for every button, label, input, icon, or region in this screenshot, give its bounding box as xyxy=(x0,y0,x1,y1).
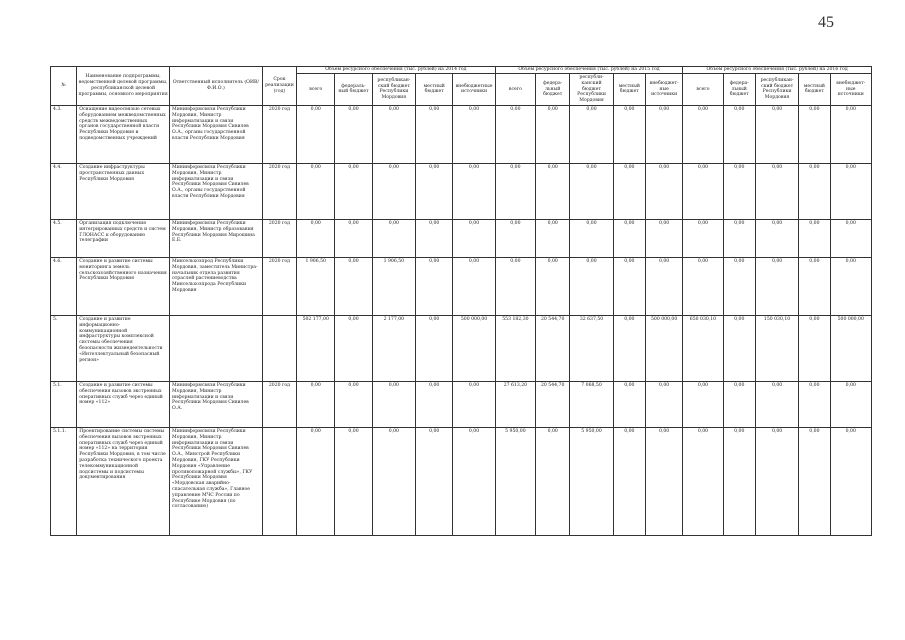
row-value: 500 000,00 xyxy=(830,315,871,381)
row-number: 4.5. xyxy=(51,219,77,257)
row-value: 0,00 xyxy=(683,381,723,427)
header-2016-col-4: внебюджет-ные источники xyxy=(830,74,871,106)
row-value: 0,00 xyxy=(570,219,613,257)
row-value: 150 030,10 xyxy=(755,315,798,381)
row-value: 0,00 xyxy=(830,381,871,427)
row-value: 0,00 xyxy=(755,105,798,163)
row-value: 0,00 xyxy=(495,257,535,315)
header-2015-col-0: всего xyxy=(495,74,535,106)
row-value: 0,00 xyxy=(335,219,372,257)
row-value: 0,00 xyxy=(683,219,723,257)
row-value: 7 068,50 xyxy=(570,381,613,427)
row-value: 500 000,00 xyxy=(645,315,682,381)
row-value: 0,00 xyxy=(536,427,570,535)
row-value: 0,00 xyxy=(536,257,570,315)
row-value: 0,00 xyxy=(613,219,645,257)
row-value: 20 544,70 xyxy=(536,315,570,381)
header-2014-col-2: республикан-ский бюджет Республики Мордовия xyxy=(372,74,415,106)
row-value: 0,00 xyxy=(297,105,335,163)
row-value: 5 950,00 xyxy=(570,427,613,535)
row-value: 0,00 xyxy=(723,381,755,427)
row-number: 5.1. xyxy=(51,381,77,427)
table-row xyxy=(51,257,872,315)
row-value: 0,00 xyxy=(453,219,495,257)
row-value: 0,00 xyxy=(416,427,453,535)
row-value: 0,00 xyxy=(372,381,415,427)
row-value: 0,00 xyxy=(297,219,335,257)
header-2015-col-2: республи-канский бюджет Республики Мордовия xyxy=(570,74,613,106)
row-value: 0,00 xyxy=(645,219,682,257)
row-value: 0,00 xyxy=(645,381,682,427)
row-value: 0,00 xyxy=(613,163,645,219)
row-value: 0,00 xyxy=(683,163,723,219)
row-value: 0,00 xyxy=(799,163,830,219)
row-value: 0,00 xyxy=(536,219,570,257)
row-responsible: Мининформсвязи Республики Мордовия, Министр информатизации и связи Республики Мордовия Сивилев О.А. xyxy=(170,381,263,427)
row-responsible: Мининформсвязи Республики Мордовия, Министр информатизации и связи Республики Мордовия Сивилев О.А., Минстрой Республики Мордовия, ГКУ Республики Мордовия «Управление противопожарной службы», ГКУ Республики Мордовия «Мордовская аварийно-спасательная служба», Главное управление МЧС России по Республике Мордовия (по согласованию) xyxy=(170,427,263,535)
row-value: 0,00 xyxy=(830,105,871,163)
row-term xyxy=(262,427,296,535)
row-value: 0,00 xyxy=(453,163,495,219)
row-term: 2020 год xyxy=(262,105,296,163)
row-value: 5 950,00 xyxy=(495,427,535,535)
row-value: 0,00 xyxy=(453,427,495,535)
row-value: 0,00 xyxy=(723,163,755,219)
header-2014-col-1: федераль-ный бюджет xyxy=(335,74,372,106)
table-row xyxy=(51,163,872,219)
header-2016-col-0: всего xyxy=(683,74,723,106)
row-value: 0,00 xyxy=(495,163,535,219)
row-name: Оснащение видеосвязью сетевых оборудованием межведомственных средств межведомственных органов государственной власти Республики Мордовия и подведомственных учреждений xyxy=(77,105,170,163)
row-term: 2020 год xyxy=(262,257,296,315)
row-value: 0,00 xyxy=(495,219,535,257)
row-value: 0,00 xyxy=(453,257,495,315)
row-value: 0,00 xyxy=(799,381,830,427)
budget-table xyxy=(50,66,872,536)
row-value: 32 637,50 xyxy=(570,315,613,381)
row-name: Организация подключения интегрированных средств и систем ГЛОНАСС к оборудованию телеграфии xyxy=(77,219,170,257)
row-responsible xyxy=(170,315,263,381)
row-value: 0,00 xyxy=(645,163,682,219)
row-value: 0,00 xyxy=(335,315,372,381)
row-value: 0,00 xyxy=(297,163,335,219)
row-term: 2020 год xyxy=(262,163,296,219)
row-value: 0,00 xyxy=(416,381,453,427)
row-value: 0,00 xyxy=(723,427,755,535)
row-value: 0,00 xyxy=(495,105,535,163)
row-value: 0,00 xyxy=(723,315,755,381)
row-value: 553 182,30 xyxy=(495,315,535,381)
row-value: 0,00 xyxy=(297,381,335,427)
row-value: 0,00 xyxy=(830,257,871,315)
row-value: 0,00 xyxy=(416,219,453,257)
row-value: 0,00 xyxy=(723,257,755,315)
row-value: 0,00 xyxy=(416,105,453,163)
row-responsible: Мининформсвязи Республики Мордовия, Министр образования Республики Мордовия Мирошина Е.Е. xyxy=(170,219,263,257)
row-value: 0,00 xyxy=(799,257,830,315)
row-number: 4.6. xyxy=(51,257,77,315)
row-value: 0,00 xyxy=(645,257,682,315)
row-value: 0,00 xyxy=(755,219,798,257)
row-value: 0,00 xyxy=(755,257,798,315)
row-value: 0,00 xyxy=(613,105,645,163)
row-value: 27 613,20 xyxy=(495,381,535,427)
header-2014-col-0: всего xyxy=(297,74,335,106)
header-2015-col-3: местный бюджет xyxy=(613,74,645,106)
row-name: Создание и развитие системы мониторинга земель сельскохозяйственного назначения Республики Мордовия xyxy=(77,257,170,315)
row-number: 5.1.1. xyxy=(51,427,77,535)
header-responsible: Ответственный исполнитель (ОИВ/Ф.И.О.) xyxy=(170,67,263,106)
row-number: 5. xyxy=(51,315,77,381)
row-value: 0,00 xyxy=(830,219,871,257)
row-name: Создание инфраструктуры пространственных данных Республики Мордовия xyxy=(77,163,170,219)
table-row xyxy=(51,427,872,535)
row-value: 0,00 xyxy=(570,257,613,315)
row-value: 0,00 xyxy=(335,163,372,219)
row-value: 0,00 xyxy=(416,257,453,315)
row-value: 0,00 xyxy=(799,427,830,535)
row-name: Создание и развитие информационно-коммуникационной инфраструктуры комплексной системы обеспечения безопасности жизнедеятельности «Интеллектуальный безопасный регион» xyxy=(77,315,170,381)
row-term: 2020 год xyxy=(262,381,296,427)
row-value: 0,00 xyxy=(683,105,723,163)
page-number: 45 xyxy=(818,14,834,31)
row-value: 0,00 xyxy=(799,105,830,163)
row-value: 0,00 xyxy=(613,315,645,381)
header-2015-col-1: федера-льный бюджет xyxy=(536,74,570,106)
header-2014-col-4: внебюджетные источники xyxy=(453,74,495,106)
table-row xyxy=(51,381,872,427)
row-value: 1 906,50 xyxy=(297,257,335,315)
row-value: 20 544,70 xyxy=(536,381,570,427)
table-row xyxy=(51,105,872,163)
header-group-row xyxy=(51,67,872,74)
row-value: 0,00 xyxy=(830,427,871,535)
row-value: 0,00 xyxy=(723,219,755,257)
row-value: 0,00 xyxy=(683,427,723,535)
row-value: 0,00 xyxy=(297,427,335,535)
row-value: 0,00 xyxy=(799,219,830,257)
header-group-2015: Объем ресурсного обеспечения (тыс. рублей) на 2015 год xyxy=(495,67,683,74)
row-value: 0,00 xyxy=(570,105,613,163)
row-term xyxy=(262,315,296,381)
header-2016-col-2: республикан-ский бюджет Республики Мордовия xyxy=(755,74,798,106)
row-value: 0,00 xyxy=(830,163,871,219)
row-value: 0,00 xyxy=(372,163,415,219)
row-responsible: Минсельхозпрод Республики Мордовия, заместитель Министра-начальник отдела развития отраслей растениеводства Минсельхозпрода Республики Мордовия xyxy=(170,257,263,315)
row-value: 0,00 xyxy=(536,105,570,163)
header-2016-col-1: федера-льный бюджет xyxy=(723,74,755,106)
row-value: 0,00 xyxy=(755,163,798,219)
row-value: 0,00 xyxy=(723,105,755,163)
header-group-2014: Объем ресурсного обеспечения (тыс. рублей) на 2014 год xyxy=(297,67,496,74)
row-name: Создание и развитие системы обеспечения вызовов экстренных оперативных служб через единый номер «112» xyxy=(77,381,170,427)
row-value: 0,00 xyxy=(645,427,682,535)
row-value: 0,00 xyxy=(335,381,372,427)
row-value: 0,00 xyxy=(416,163,453,219)
header-2015-col-4: внебюджет-ные источники xyxy=(645,74,682,106)
row-value: 0,00 xyxy=(613,381,645,427)
row-number: 4.4. xyxy=(51,163,77,219)
row-value: 650 030,10 xyxy=(683,315,723,381)
table-row xyxy=(51,315,872,381)
table-row xyxy=(51,219,872,257)
row-value: 1 906,50 xyxy=(372,257,415,315)
row-value: 2 177,00 xyxy=(372,315,415,381)
row-value: 0,00 xyxy=(570,163,613,219)
header-group-2016: Объем ресурсного обеспечения (тыс. рублей) на 2016 год xyxy=(683,67,872,74)
row-value: 0,00 xyxy=(416,315,453,381)
header-2014-col-3: местный бюджет xyxy=(416,74,453,106)
row-term: 2020 год xyxy=(262,219,296,257)
row-responsible: Мининформсвязи Республики Мордовия, Министр информатизации и связи Республики Мордовия Сивилев О.А., органы государственной власти Республики Мордовия xyxy=(170,105,263,163)
row-value: 500 000,00 xyxy=(453,315,495,381)
row-value: 0,00 xyxy=(335,105,372,163)
row-number: 4.3. xyxy=(51,105,77,163)
row-value: 0,00 xyxy=(755,427,798,535)
row-value: 0,00 xyxy=(613,427,645,535)
table-body xyxy=(51,105,872,535)
row-value: 0,00 xyxy=(613,257,645,315)
row-value: 0,00 xyxy=(372,105,415,163)
row-value: 0,00 xyxy=(335,257,372,315)
row-value: 0,00 xyxy=(683,257,723,315)
row-value: 0,00 xyxy=(372,427,415,535)
row-value: 502 177,00 xyxy=(297,315,335,381)
header-name: Наименование подпрограммы, ведомственной целевой программы, республиканской целевой программы, основного мероприятия xyxy=(77,67,170,106)
header-term: Срок реализации (год) xyxy=(262,67,296,106)
row-value: 0,00 xyxy=(799,315,830,381)
row-value: 0,00 xyxy=(453,105,495,163)
row-responsible: Мининформсвязи Республики Мордовия, Министр информатизации и связи Республики Мордовия Сивилев О.А., органы государственной власти Республики Мордовия xyxy=(170,163,263,219)
row-value: 0,00 xyxy=(536,163,570,219)
row-name: Проектирование системы системы обеспечения вызовов экстренных оперативных служб через единый номер «112» на территории Республики Мордовия, в том числе разработка технического проекта телекоммуникационной подсистемы и подсистемы документирования xyxy=(77,427,170,535)
row-value: 0,00 xyxy=(372,219,415,257)
header-2016-col-3: местный бюджет xyxy=(799,74,830,106)
row-value: 0,00 xyxy=(335,427,372,535)
header-num: № xyxy=(51,67,77,106)
row-value: 0,00 xyxy=(453,381,495,427)
row-value: 0,00 xyxy=(645,105,682,163)
row-value: 0,00 xyxy=(755,381,798,427)
